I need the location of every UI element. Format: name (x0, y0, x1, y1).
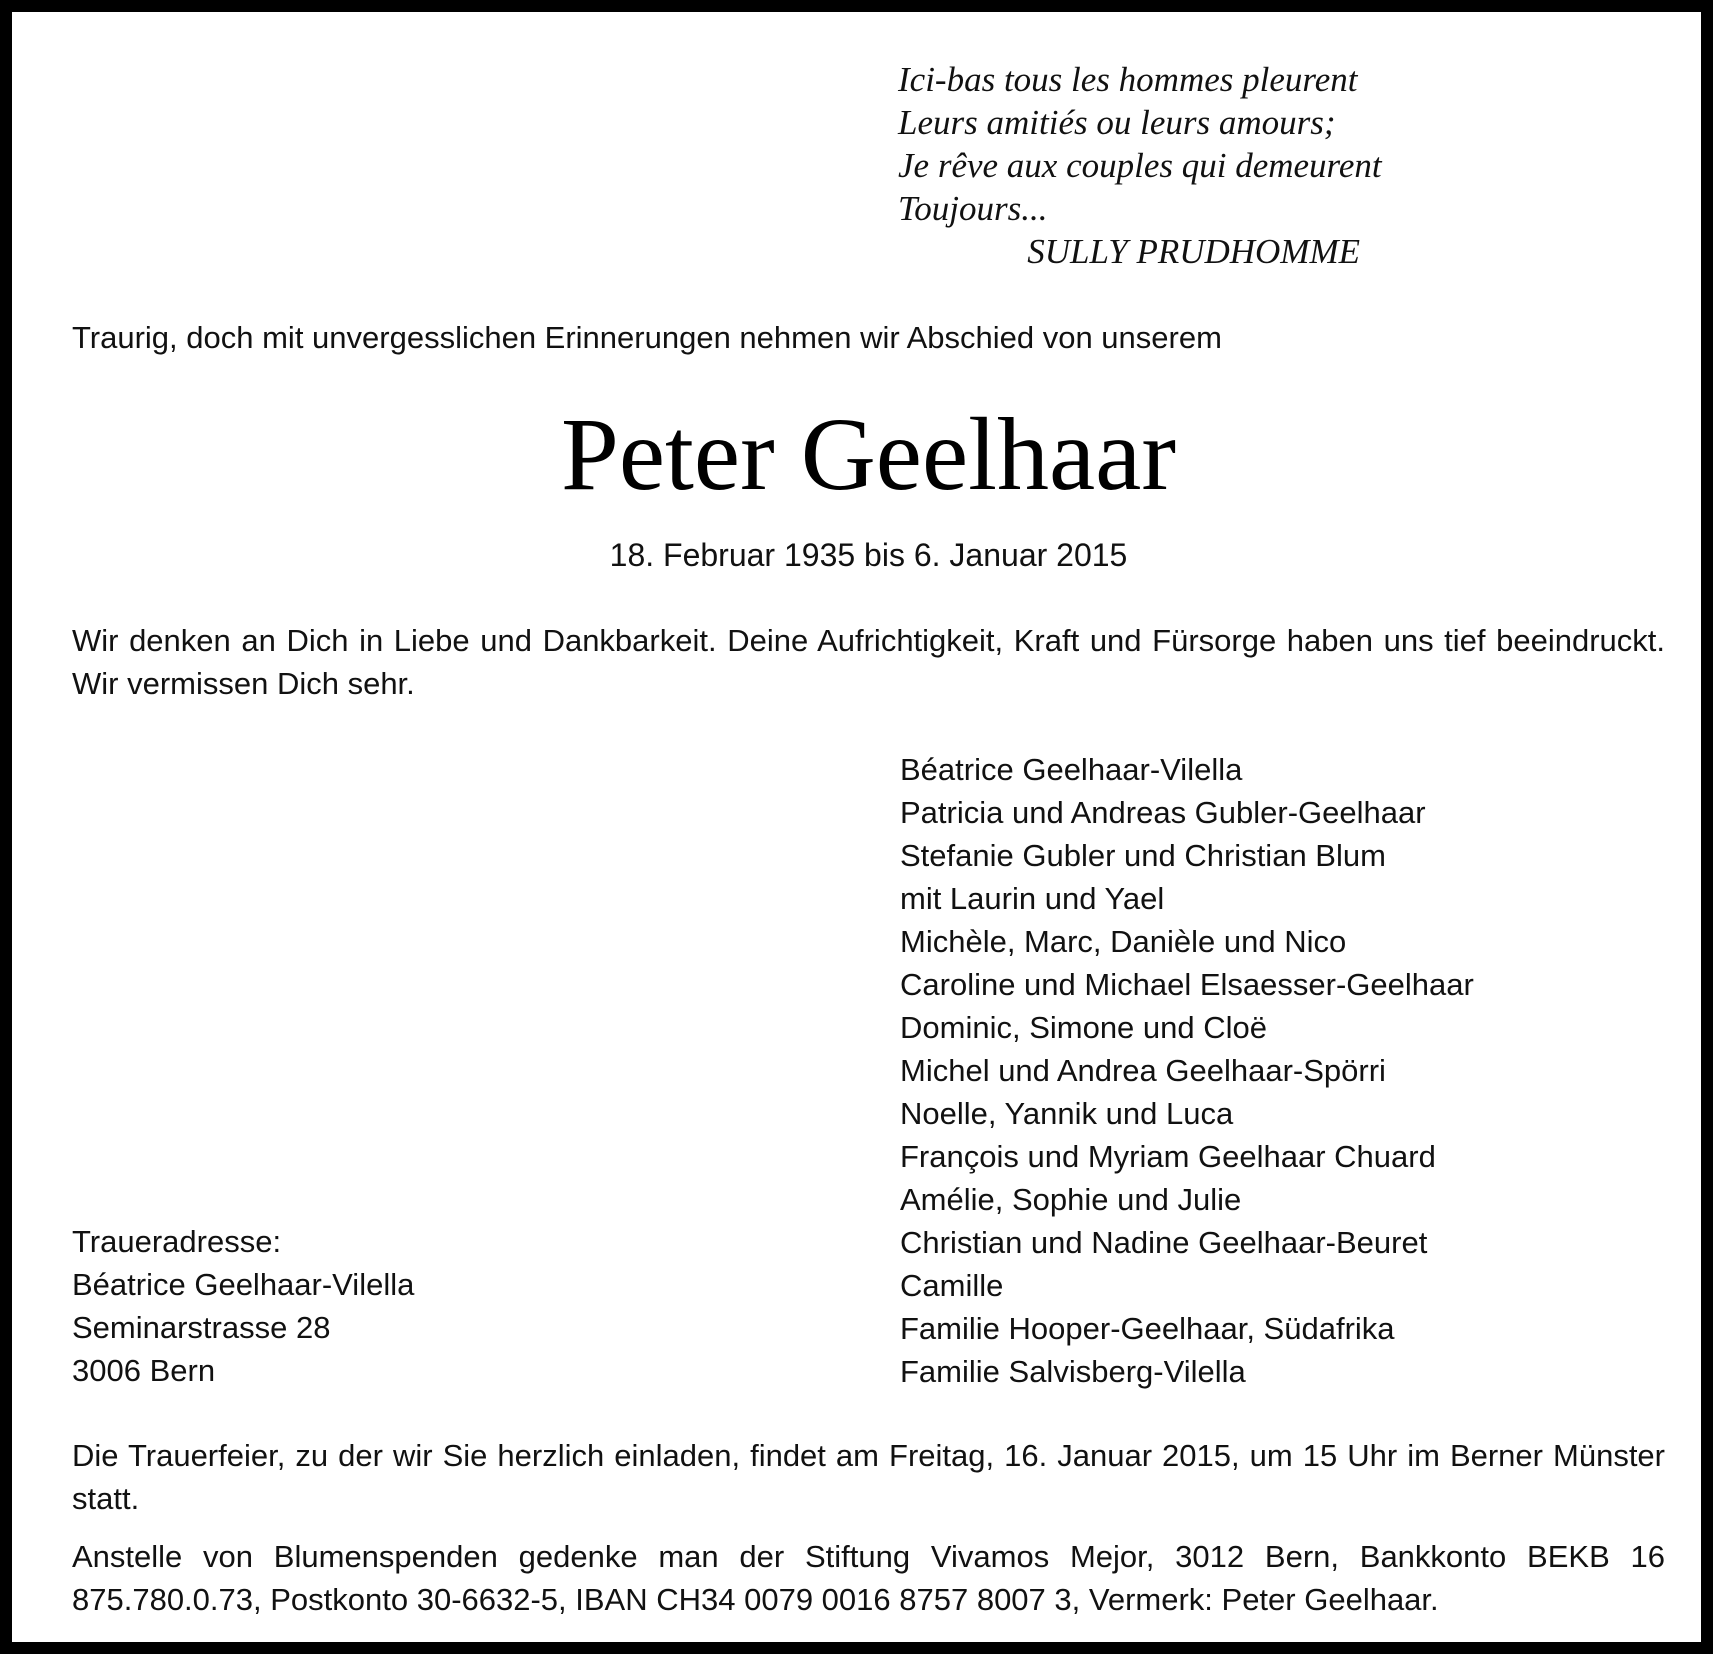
poem-line: Ici-bas tous les hommes pleurent (898, 60, 1358, 99)
poem-line: Je rêve aux couples qui demeurent (898, 146, 1382, 185)
mourner-item: Michèle, Marc, Danièle und Nico (900, 924, 1347, 959)
mourner-item: Caroline und Michael Elsaesser-Geelhaar (900, 967, 1474, 1002)
address-city: 3006 Bern (72, 1353, 216, 1388)
address-label: Traueradresse: (72, 1224, 282, 1259)
mourner-item: François und Myriam Geelhaar Chuard (900, 1139, 1436, 1174)
life-dates: 18. Februar 1935 bis 6. Januar 2015 (609, 537, 1128, 573)
mourning-address (72, 1220, 414, 1392)
ceremony-text: Die Trauerfeier, zu der wir Sie herzlich einladen, findet am Freitag, 16. Januar 2015, um 15 Uhr im Berner Münster statt. (72, 1438, 1665, 1516)
mourner-item: Familie Hooper-Geelhaar, Südafrika (900, 1311, 1395, 1346)
donation-text: Anstelle von Blumenspenden gedenke man der Stiftung Vivamos Mejor, 3012 Bern, Bankkonto BEKB 16 875.780.0.73, Postkonto 30-6632-5, IBAN CH34 0079 0016 8757 8007 3, Vermerk: Peter Geelhaar. (72, 1539, 1665, 1617)
mourner-item: Christian und Nadine Geelhaar-Beuret (900, 1225, 1428, 1260)
tribute-text: Wir denken an Dich in Liebe und Dankbarkeit. Deine Aufrichtigkeit, Kraft und Fürsorge haben uns tief beeindruckt. Wir vermissen Dich sehr. (72, 623, 1665, 701)
mourner-item: Michel und Andrea Geelhaar-Spörri (900, 1053, 1386, 1088)
mourner-item: mit Laurin und Yael (900, 881, 1165, 916)
mourner-item: Patricia und Andreas Gubler-Geelhaar (900, 795, 1426, 830)
intro-text: Traurig, doch mit unvergesslichen Erinnerungen nehmen wir Abschied von unserem (72, 320, 1222, 355)
mourner-item: Béatrice Geelhaar-Vilella (900, 752, 1243, 787)
mourner-item: Dominic, Simone und Cloë (900, 1010, 1268, 1045)
mourner-item: Familie Salvisberg-Vilella (900, 1354, 1246, 1389)
deceased-name: Peter Geelhaar (561, 397, 1176, 512)
poem-line: Toujours... (898, 189, 1048, 228)
poem-author: SULLY PRUDHOMME (1027, 232, 1360, 271)
poem-line: Leurs amitiés ou leurs amours; (898, 103, 1336, 142)
mourner-item: Amélie, Sophie und Julie (900, 1182, 1242, 1217)
address-street: Seminarstrasse 28 (72, 1310, 331, 1345)
address-name: Béatrice Geelhaar-Vilella (72, 1267, 415, 1302)
mourner-item: Camille (900, 1268, 1004, 1303)
mourners-list (900, 748, 1474, 1393)
poem-quote (898, 58, 1398, 273)
mourner-item: Stefanie Gubler und Christian Blum (900, 838, 1386, 873)
mourner-item: Noelle, Yannik und Luca (900, 1096, 1234, 1131)
